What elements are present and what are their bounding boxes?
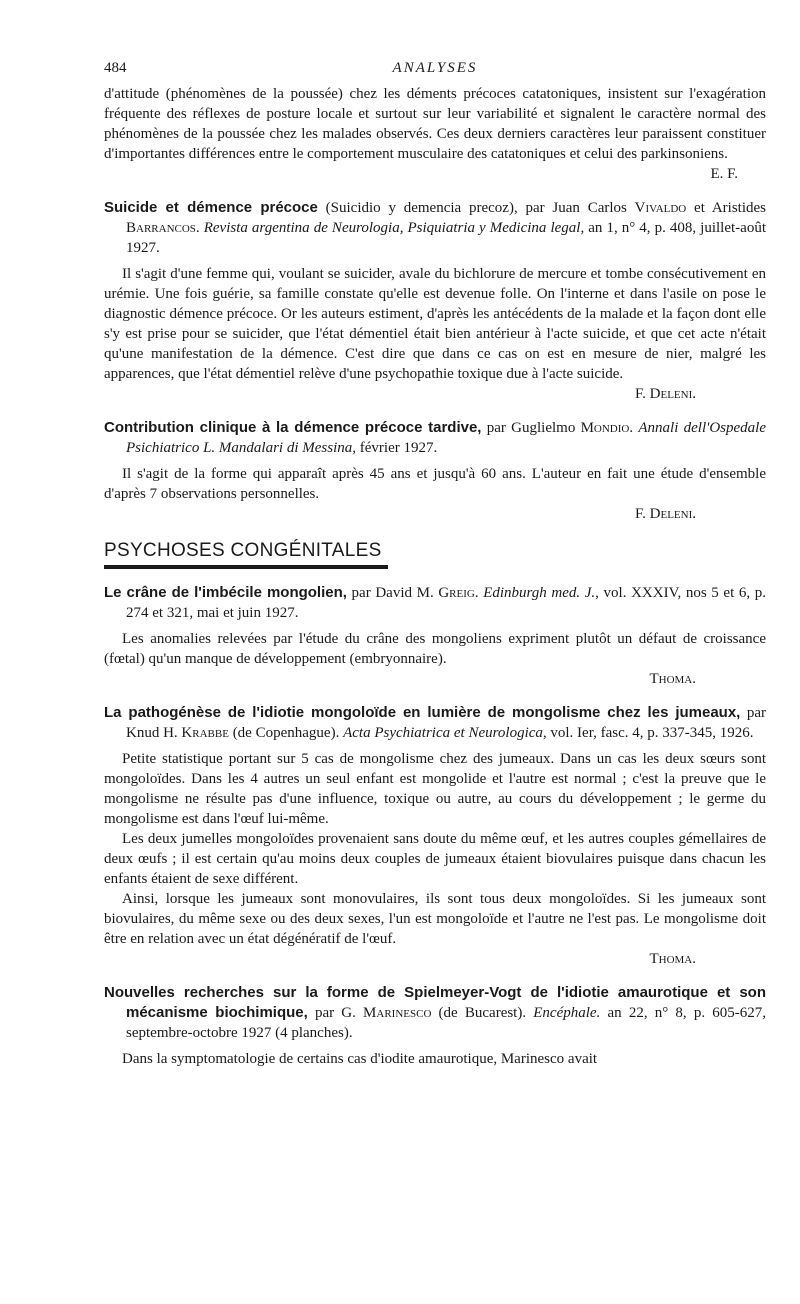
citation-text: . — [474, 585, 484, 601]
author-name: Barrancos — [126, 220, 196, 236]
abstract-body: Dans la symptomatologie de certains cas d'iodite amaurotique, Marinesco avait — [122, 1051, 598, 1067]
journal-name: Revista argentina de Neurologia, Psiquiatria y Medicina legal, — [203, 220, 585, 236]
citation-text: (de Bucarest). — [431, 1005, 534, 1021]
citation — [104, 418, 766, 458]
section-heading — [104, 540, 766, 569]
author-name: Greig — [438, 585, 475, 601]
citation-text: par Guglielmo — [481, 420, 581, 436]
citation-text: . — [629, 420, 639, 436]
continued-paragraph: d'attitude (phénomènes de la poussée) chez les déments précoces catatoniques, insistent sur l'exagération fréquente des réflexes de posture locale et surtout sur leur variabilité et signalent le caractère normal des phénomènes de la poussée chez les malades observés. Ces deux derniers caractères leur paraissent constituer d'importantes différences entre le comportement musculaire des catatoniques et celui des parkinsoniens. — [104, 86, 766, 162]
journal-name: Encéphale. — [533, 1005, 601, 1021]
abstract-body: Les anomalies relevées par l'étude du crâne des mongoliens expriment plutôt un défaut de croissance (fœtal) qu'un manque de développement (embryonnaire). — [104, 631, 766, 667]
journal-name: Annali dell'Ospedale Psichiatrico L. Mandalari di Messina, — [126, 420, 766, 456]
citation-text: (Suicidio y demencia precoz), par Juan Carlos — [317, 200, 635, 216]
citation — [104, 583, 766, 623]
journal-name: Edinburgh med. J., — [483, 585, 599, 601]
section-title: PSYCHOSES CONGÉNITALES — [104, 540, 388, 569]
citation-text: (de Copenhague). — [228, 725, 344, 741]
signature: F. Deleni. — [635, 386, 696, 402]
signature: E. F. — [710, 166, 738, 182]
citation-text: février 1927. — [356, 440, 438, 456]
author-name: Krabbe — [181, 725, 229, 741]
article-title: Contribution clinique à la démence précoce tardive, — [104, 419, 482, 436]
citation-text: par David M. — [346, 585, 439, 601]
citation-text: an 1, n° 4, p. 408, juillet-août 1927. — [126, 220, 766, 256]
abstract-body: Les deux jumelles mongoloïdes provenaient sans doute du même œuf, et les autres couples gémellaires de deux œufs ; il est certain qu'au moins deux couples de jumeaux étaient biovulaires puisque dans chacun les enfants étaient de sexe différent. — [104, 831, 766, 887]
article-title: Le crâne de l'imbécile mongolien, — [104, 584, 347, 601]
citation — [104, 198, 766, 258]
citation-text: an 22, n° 8, p. 605-627, septembre-octobre 1927 (4 planches). — [126, 1005, 766, 1041]
article-title: La pathogénèse de l'idiotie mongoloïde en lumière de mongolisme chez les jumeaux, — [104, 704, 741, 721]
abstract-body: Petite statistique portant sur 5 cas de mongolisme chez des jumeaux. Dans un cas les deux sœurs sont mongoloïdes. Dans les 4 autres un seul enfant est mongolide et l'autre est normal ; c'est la preuve que le mongolisme ne résulte pas d'une influence, toxique ou autre, au cours du développement ; le germe du mongolisme est dans l'œuf lui-même. — [104, 751, 766, 827]
signature: Thoma. — [649, 951, 696, 967]
abstract-body: Ainsi, lorsque les jumeaux sont monovulaires, ils sont tous deux mongoloïdes. Si les jumeaux sont biovulaires, du même sexe ou des deux sexes, l'un est mongoloïde et l'autre ne l'est pas. Le mongolisme doit être en relation avec un état dégénératif de l'œuf. — [104, 891, 766, 947]
citation-text: . — [195, 220, 204, 236]
signature: F. Deleni. — [635, 506, 696, 522]
article-title: Suicide et démence précoce — [104, 199, 318, 216]
citation-text: par G. — [307, 1005, 364, 1021]
citation-text: vol. XXXIV, nos 5 et 6, p. 274 et 321, mai et juin 1927. — [126, 585, 766, 621]
abstract-body: Il s'agit de la forme qui apparaît après 45 ans et jusqu'à 60 ans. L'auteur en fait une étude d'ensemble d'après 7 observations personnelles. — [104, 466, 766, 502]
running-header — [104, 58, 766, 84]
citation — [104, 703, 766, 743]
citation — [104, 983, 766, 1043]
abstract-entry — [104, 703, 766, 969]
article-title: Nouvelles recherches sur la forme de Spielmeyer-Vogt de l'idiotie amaurotique et son mécanisme biochimique, — [104, 984, 766, 1021]
author-name: Vivaldo — [634, 200, 687, 216]
abstract-entry — [104, 583, 766, 689]
citation-text: par Knud H. — [126, 705, 767, 741]
author-name: Mondio — [580, 420, 630, 436]
signature: Thoma. — [649, 671, 696, 687]
citation-text: vol. Ier, fasc. 4, p. 337-345, 1926. — [546, 725, 754, 741]
running-title: ANALYSES — [392, 60, 478, 76]
journal-name: Acta Psychiatrica et Neurologica, — [343, 725, 547, 741]
author-name: Marinesco — [363, 1005, 432, 1021]
page-number: 484 — [104, 60, 127, 76]
abstract-entry — [104, 198, 766, 404]
abstract-entry — [104, 418, 766, 524]
abstract-body: Il s'agit d'une femme qui, voulant se suicider, avale du bichlorure de mercure et tombe consécutivement en urémie. Une fois guérie, sa famille constate qu'elle est devenue folle. On l'interne et dans l'asile on pose le diagnostic démence précoce. Or les auteurs estiment, d'après les antécédents de la malade et la façon dont elle s'y est prise pour se suicider, que l'état démentiel était bien antérieur à l'acte suicide, et que cet acte n'était qu'une manifestation de la démence. C'est dire que dans ce cas on est en mesure de nier, malgré les apparences, que l'état démentiel relève d'une psychopathie toxique due à l'acte suicide. — [104, 266, 766, 382]
abstract-entry — [104, 983, 766, 1069]
citation-text: et Aristides — [686, 200, 766, 216]
